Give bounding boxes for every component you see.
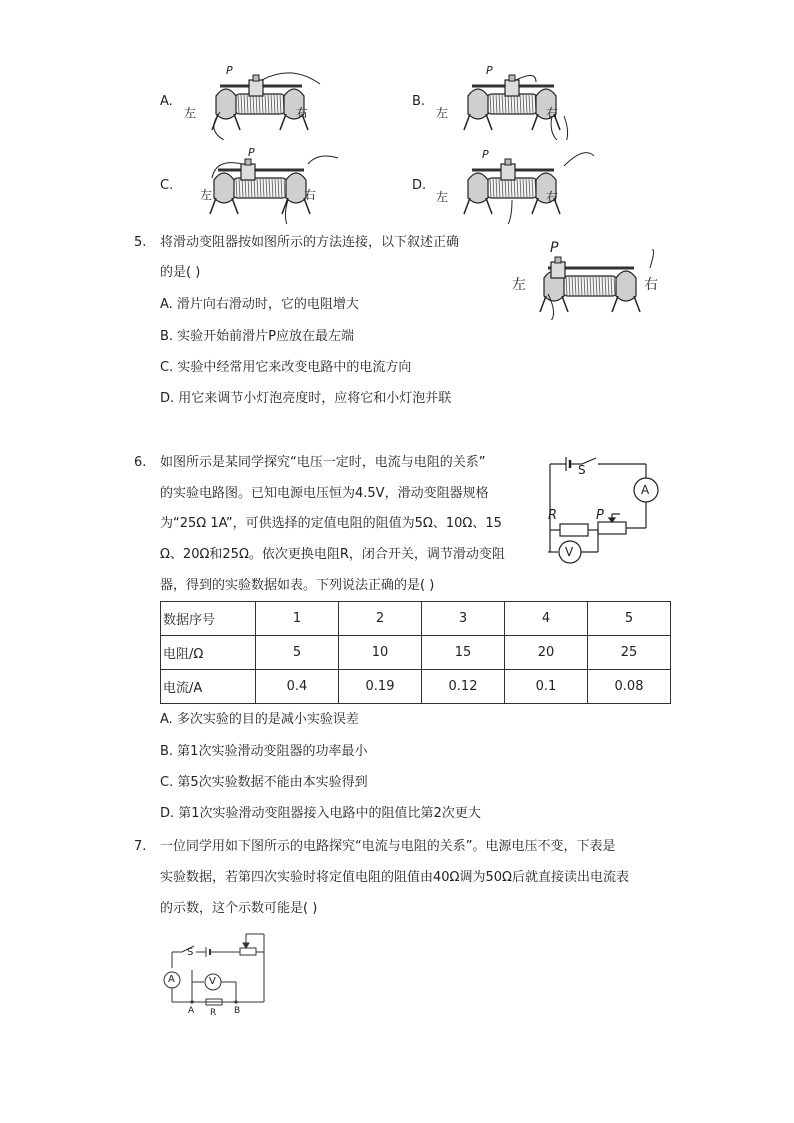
question-number: 7.: [134, 839, 147, 854]
table-cell: 5: [256, 636, 339, 670]
option-b-left-label: 左: [436, 106, 449, 120]
table-row: [161, 602, 671, 636]
table-cell: 4: [505, 602, 588, 636]
switch-s-label: S: [187, 947, 194, 958]
question-stem: 一位同学用如下图所示的电路探究“电流与电阻的关系”。电源电压不变，下表是: [160, 839, 616, 854]
question-stem: 器，得到的实验数据如表。下列说法正确的是( ): [160, 578, 435, 593]
table-row: [161, 636, 671, 670]
table-cell: 10: [339, 636, 422, 670]
table-cell: 1: [256, 602, 339, 636]
question-number: 5.: [134, 235, 147, 250]
option-d-right-label: 右: [546, 190, 559, 204]
question-stem: Ω、20Ω和25Ω。依次更换电阻R，闭合开关，调节滑动变阻: [160, 547, 505, 562]
ammeter-label: A: [641, 483, 650, 497]
option-c: C. 第5次实验数据不能由本实验得到: [160, 775, 368, 790]
rheostat-figure-a: [180, 62, 360, 140]
circuit-diagram-q7: [160, 928, 270, 1018]
option-a: A. 多次实验的目的是减小实验误差: [160, 712, 359, 727]
option-b-right-label: 右: [546, 106, 559, 120]
rheostat-figure-d: [432, 146, 612, 224]
table-cell: 5: [588, 602, 671, 636]
point-a-label: A: [188, 1006, 195, 1016]
table-cell: 20: [505, 636, 588, 670]
slider-p-label: P: [596, 508, 604, 523]
row-header: 电阻/Ω: [161, 636, 256, 670]
slider-p-label: P: [550, 240, 559, 256]
row-header: 电流/A: [161, 670, 256, 704]
table-cell: 0.08: [588, 670, 671, 704]
switch-s-label: S: [578, 463, 586, 477]
voltmeter-label: V: [565, 545, 574, 559]
question-stem: 为“25Ω 1A”，可供选择的定值电阻的阻值为5Ω、10Ω、15: [160, 516, 502, 531]
option-b-label: B.: [412, 94, 426, 109]
rheostat-figure-b: [432, 62, 612, 140]
option-d: D. 第1次实验滑动变阻器接入电路中的阻值比第2次更大: [160, 806, 481, 821]
table-cell: 0.19: [339, 670, 422, 704]
question-stem: 将滑动变阻器按如图所示的方法连接，以下叙述正确: [160, 235, 460, 250]
question-stem: 的是( ): [160, 265, 201, 280]
option-d-label: D.: [412, 178, 427, 193]
question-stem: 实验数据，若第四次实验时将定值电阻的阻值由40Ω调为50Ω后就直接读出电流表: [160, 870, 629, 885]
option-c-p-label: P: [248, 146, 255, 159]
option-c-label: C.: [160, 178, 174, 193]
row-header: 数据序号: [161, 602, 256, 636]
table-row: [161, 670, 671, 704]
option-a-label: A.: [160, 94, 173, 109]
question-stem: 如图所示是某同学探究“电压一定时，电流与电阻的关系”: [160, 455, 486, 470]
option-a-left-label: 左: [184, 106, 197, 120]
rheostat-symbol: [240, 948, 256, 955]
option-b: B. 第1次实验滑动变阻器的功率最小: [160, 744, 368, 759]
option-b: B. 实验开始前滑片P应放在最左端: [160, 329, 355, 344]
table-cell: 0.12: [422, 670, 505, 704]
data-table: [160, 601, 671, 704]
option-c-left-label: 左: [200, 188, 213, 202]
table-cell: 2: [339, 602, 422, 636]
resistor-r-label: R: [548, 508, 558, 523]
voltmeter-label: V: [209, 976, 216, 987]
option-c-right-label: 右: [304, 188, 317, 202]
option-c: C. 实验中经常用它来改变电路中的电流方向: [160, 360, 412, 375]
table-cell: 25: [588, 636, 671, 670]
option-b-p-label: P: [486, 64, 493, 77]
option-d-left-label: 左: [436, 190, 449, 204]
table-cell: 0.4: [256, 670, 339, 704]
question-number: 6.: [134, 455, 147, 470]
option-a-p-label: P: [226, 64, 233, 77]
table-cell: 15: [422, 636, 505, 670]
ammeter-label: A: [168, 974, 175, 985]
table-cell: 0.1: [505, 670, 588, 704]
left-label: 左: [512, 277, 526, 293]
rheostat-figure-c: [180, 146, 360, 224]
circuit-diagram-q6: [520, 452, 670, 572]
question-stem: 的实验电路图。已知电源电压恒为4.5V，滑动变阻器规格: [160, 486, 489, 501]
option-a: A. 滑片向右滑动时，它的电阻增大: [160, 297, 359, 312]
question-stem: 的示数，这个示数可能是( ): [160, 901, 318, 916]
resistor-r-label: R: [210, 1008, 217, 1018]
point-b-label: B: [234, 1006, 241, 1016]
option-d: D. 用它来调节小灯泡亮度时，应将它和小灯泡并联: [160, 391, 452, 406]
option-d-p-label: P: [482, 148, 489, 161]
table-cell: 3: [422, 602, 505, 636]
right-label: 右: [644, 277, 658, 293]
option-a-right-label: 右: [296, 106, 309, 120]
